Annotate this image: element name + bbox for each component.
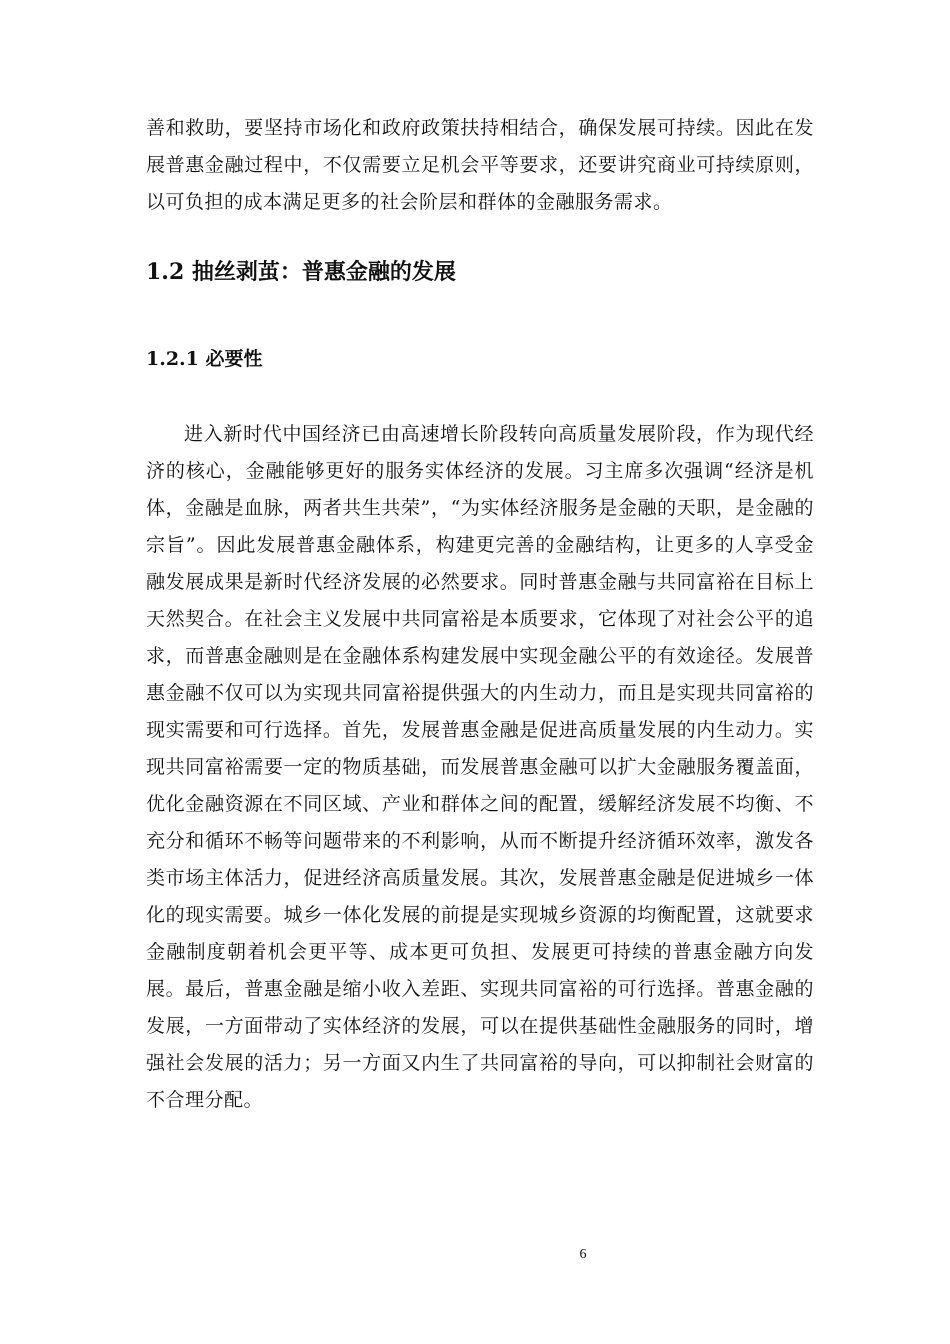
page-number: 6 — [579, 1247, 587, 1262]
subsection-heading: 1.2.1 必要性 — [146, 348, 263, 370]
intro-paragraph: 善和救助，要坚持市场化和政府政策扶持相结合，确保发展可持续。因此在发展普惠金融过程中，不仅需要立足机会平等要求，还要讲究商业可持续原则，以可负担的成本满足更多的社会阶层和群体的金融服务需求。 — [146, 117, 814, 213]
section-heading: 1.2 抽丝剥茧：普惠金融的发展 — [146, 259, 456, 285]
body-paragraph: 进入新时代中国经济已由高速增长阶段转向高质量发展阶段，作为现代经济的核心，金融能够更好的服务实体经济的发展。习主席多次强调“经济是机体，金融是血脉，两者共生共荣”，“为实体经济服务是金融的天职，是金融的宗旨”。因此发展普惠金融体系，构建更完善的金融结构，让更多的人享受金融发展成果是新时代经济发展的必然要求。同时普惠金融与共同富裕在目标上天然契合。在社会主义发展中共同富裕是本质要求，它体现了对社会公平的追求，而普惠金融则是在金融体系构建发展中实现金融公平的有效途径。发展普惠金融不仅可以为实现共同富裕提供强大的内生动力，而且是实现共同富裕的现实需要和可行选择。首先，发展普惠金融是促进高质量发展的内生动力。实现共同富裕需要一定的物质基础，而发展普惠金融可以扩大金融服务覆盖面，优化金融资源在不同区域、产业和群体之间的配置，缓解经济发展不均衡、不充分和循环不畅等问题带来的不利影响，从而不断提升经济循环效率，激发各类市场主体活力，促进经济高质量发展。其次，发展普惠金融是促进城乡一体化的现实需要。城乡一体化发展的前提是实现城乡资源的均衡配置，这就要求金融制度朝着机会更平等、成本更可负担、发展更可持续的普惠金融方向发展。最后，普惠金融是缩小收入差距、实现共同富裕的可行选择。普惠金融的发展，一方面带动了实体经济的发展，可以在提供基础性金融服务的同时，增强社会发展的活力；另一方面又内生了共同富裕的导向，可以抑制社会财富的不合理分配。 — [146, 423, 814, 1111]
